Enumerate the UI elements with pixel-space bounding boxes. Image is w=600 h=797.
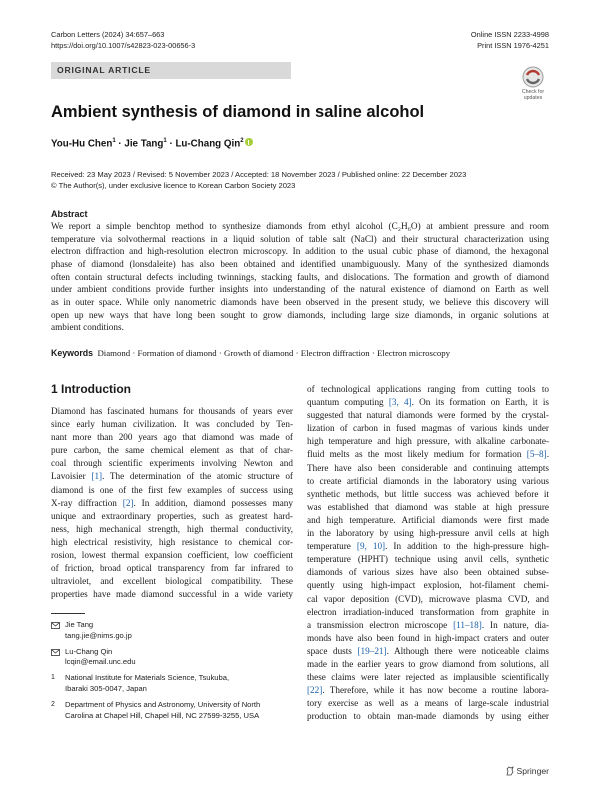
body-line: Lavoisier [1]. The determination of the atomic structure of (51, 471, 293, 482)
citation-link[interactable]: [19–21] (357, 645, 387, 656)
online-issn: Online ISSN 2233-4998 (470, 30, 549, 39)
publisher-name: Springer (516, 766, 549, 776)
body-line: unique and extraordinary properties, such as greatest hard- (51, 510, 293, 521)
citation-link[interactable]: [22] (307, 685, 323, 696)
publisher-logo (505, 766, 549, 776)
footnote-rule (51, 613, 85, 614)
body-line: of technological applications ranging from cutting tools to (307, 384, 549, 394)
corresponding-author (51, 647, 291, 669)
body-line: monds have also been found in high-impact craters and outer (307, 632, 549, 643)
corresponding-email[interactable]: tang.jie@nims.go.jp (65, 630, 132, 640)
keywords-label: Keywords (51, 348, 94, 358)
body-line: Diamond has fascinated humans for thousands of years ever (51, 406, 293, 416)
affiliation-number: 1 (51, 674, 55, 682)
abstract-line: We report a simple benchtop method to synthesize diamonds from ethyl alcohol (C₂H₆O) at ambient pressure and room (51, 222, 549, 232)
body-line: diamonds of various sizes have also been obtained subse- (307, 567, 549, 578)
publication-dates: Received: 23 May 2023 / Revised: 5 November 2023 / Accepted: 18 November 2023 / Published online: 22 December 2023 (51, 170, 467, 179)
body-line: ness, high mechanical strength, high thermal conductivity, (51, 523, 293, 534)
body-line: high temperature and high pressure, with alkaline carbonate- (307, 436, 549, 447)
affiliation (51, 700, 291, 722)
abstract-line: open up new ways that have long been sought to grow diamonds, including large size diamonds, in organic solutions at (51, 310, 549, 321)
abstract-line: temperature via solvothermal reactions in a liquid solution of table salt (NaCl) and their structural characterization using (51, 234, 549, 245)
check-for-updates-badge[interactable] (516, 66, 550, 101)
citation-link[interactable]: [5–8] (526, 449, 547, 460)
body-column-left (51, 405, 293, 601)
abstract-line: phase of diamond (lonsdaleite) has also been obtained and identified unambiguously. Many of the synthesized diamonds (51, 259, 549, 270)
author-name[interactable]: You-Hu Chen (51, 138, 113, 150)
corresponding-name: Jie Tang (65, 620, 94, 629)
envelope-icon (51, 622, 60, 629)
affiliation-number: 2 (51, 700, 55, 708)
affiliation-line: Department of Physics and Astronomy, University of North (65, 699, 261, 709)
springer-horse-icon (505, 766, 515, 776)
body-line: temperature (HPHT) technique using anvil cells, synthetic (307, 554, 549, 565)
body-line: production to obtain man-made diamonds by using either (307, 711, 549, 722)
body-line: coal through scientific experiments involving Newton and (51, 458, 293, 469)
author-name[interactable]: Jie Tang (124, 138, 164, 150)
body-line: X-ray diffraction [2]. In addition, diamond possesses many (51, 497, 293, 508)
abstract-line: as in outer space. While only nanometric diamonds have been observed in the present study, we believe this discovery will (51, 297, 549, 308)
body-line: in the laboratory by using high-pressure anvil cells at high (307, 528, 549, 539)
running-header-left (51, 30, 195, 51)
body-line: rosion, lowest thermal expansion coefficient, low coefficient (51, 550, 293, 561)
body-column-right (307, 383, 549, 723)
keywords-list: Diamond · Formation of diamond · Growth of diamond · Electron diffraction · Electron microscopy (97, 348, 451, 358)
citation-link[interactable]: [3, 4] (388, 397, 412, 408)
abstract-body (51, 221, 549, 335)
author-name[interactable]: Lu-Chang Qin (175, 138, 241, 150)
article-history (51, 169, 466, 191)
body-line: lization of carbon in fused magmas of various kinds under (307, 423, 549, 434)
affiliation-line: Carolina at Chapel Hill, Chapel Hill, NC 27599-3255, USA (65, 710, 260, 720)
body-line: quently using high-impact explosion, hot-filament chemi- (307, 580, 549, 591)
citation-link[interactable]: [9, 10] (356, 541, 386, 552)
author-affiliation-mark: 1 (163, 138, 167, 144)
citation-link[interactable]: [1] (91, 471, 103, 482)
body-line: of friction, broad optical transparency from far infrared to (51, 563, 293, 574)
copyright-line: © The Author(s), under exclusive licence to Korean Carbon Society 2023 (51, 181, 296, 190)
doi-link[interactable]: https://doi.org/10.1007/s42823-023-00656-3 (51, 40, 196, 50)
article-type-banner: ORIGINAL ARTICLE (51, 62, 291, 79)
body-line: a transmission electron microscope [11–18]. In nature, dia- (307, 619, 549, 630)
author-affiliation-mark: 1 (112, 138, 116, 144)
body-line: these claims were later rejected as implausible scientifically (307, 672, 549, 683)
body-line: space dusts [19–21]. Although there were noticeable claims (307, 645, 549, 656)
body-line: temperature [9, 10]. In addition to the high-pressure high- (307, 541, 549, 552)
abstract-line: ambient conditions. (51, 323, 124, 334)
body-line: diamond is one of the first few examples of success using (51, 484, 293, 495)
orcid-icon[interactable] (245, 138, 253, 146)
body-line: ultraviolet, and excellent biological compatibility. These (51, 576, 293, 587)
body-line: electron irradiation-induced transformation from graphite in (307, 606, 549, 617)
body-line: synthetic methods, but little success was achieved before it (307, 488, 549, 499)
body-line: to create artificial diamonds in the laboratory using various (307, 475, 549, 486)
author-affiliation-mark: 2 (240, 138, 244, 144)
citation-link[interactable]: [2] (122, 497, 134, 508)
body-line: fluid melts as the most likely medium for formation [5–8]. (307, 449, 549, 460)
body-line: suggested that natural diamonds were formed by the crystal- (307, 410, 549, 421)
body-line: [22]. Therefore, while it has now become a routine labora- (307, 685, 549, 696)
body-line: tory exercise as well as a means of large-scale industrial (307, 698, 549, 709)
article-title: Ambient synthesis of diamond in saline alcohol (51, 103, 425, 121)
body-line: There have also been considerable and continuing attempts (307, 462, 549, 473)
affiliation-line: National Institute for Materials Science, Tsukuba, (65, 673, 230, 683)
envelope-icon (51, 649, 60, 656)
affiliation (51, 673, 291, 695)
author-separator: · (166, 138, 176, 150)
body-line: made in the earlier years to grow diamond from solutions, all (307, 658, 549, 669)
body-line: cal vapor deposition (CVD), microwave plasma CVD, and (307, 593, 549, 604)
check-updates-line-2: updates (523, 95, 543, 101)
check-updates-line-1: Check for (521, 89, 545, 95)
citation-link[interactable]: [11–18] (453, 619, 482, 630)
check-updates-icon (522, 66, 544, 88)
print-issn: Print ISSN 1976-4251 (477, 40, 549, 50)
corresponding-email[interactable]: lcqin@email.unc.edu (65, 657, 136, 667)
body-line: high electrical resistivity, high resistance to chemical cor- (51, 536, 293, 547)
section-heading-introduction: 1 Introduction (51, 382, 131, 396)
body-line: pure carbon, the same chemical element as that of char- (51, 445, 293, 456)
keywords (51, 348, 450, 358)
footnotes (51, 620, 291, 726)
body-line: quantum computing [3, 4]. On its formation on Earth, it is (307, 397, 549, 408)
abstract-line: under ambient conditions provide further insights into understanding of the natural existence of diamond on Earth as well (51, 285, 549, 296)
body-line: and high temperature. Artificial diamonds were first made (307, 514, 549, 525)
body-line: since early human civilization. It was concluded by Ten- (51, 419, 293, 430)
corresponding-name: Lu-Chang Qin (65, 646, 113, 656)
journal-citation: Carbon Letters (2024) 34:657–663 (51, 30, 165, 39)
affiliation-line: Ibaraki 305-0047, Japan (65, 683, 147, 693)
author-separator: · (115, 138, 125, 150)
abstract-line: often contain structural defects including twinnings, stacking faults, and dislocations. The formation and growth of diamond (51, 272, 549, 283)
author-list (51, 138, 253, 149)
abstract-line: electron diffraction and high-resolution electron microscopy. In addition to the usual cubic phase of diamond, the hexagonal (51, 247, 549, 258)
body-line: properties have made diamond successful in a wide variety (51, 589, 293, 600)
abstract-heading: Abstract (51, 209, 88, 219)
running-header-right (471, 30, 549, 51)
body-line: was established that diamond was stable at high pressure (307, 501, 549, 512)
corresponding-author (51, 620, 291, 642)
body-line: nant more than 200 years ago that diamond was made of (51, 432, 293, 443)
